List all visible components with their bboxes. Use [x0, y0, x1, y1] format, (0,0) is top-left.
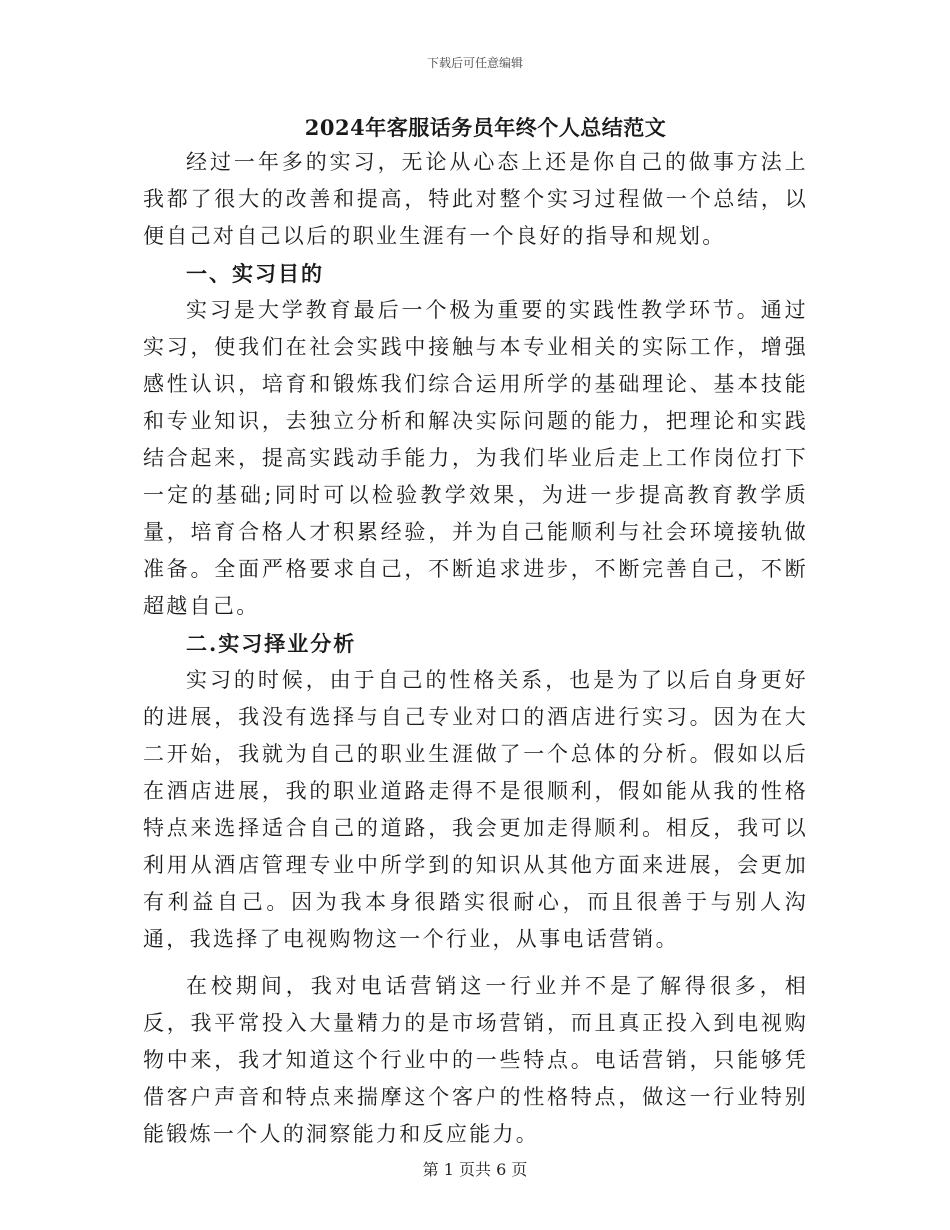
section-heading-career-analysis: 二.实习择业分析 — [186, 631, 357, 656]
section-paragraph-purpose: 实习是大学教育最后一个极为重要的实践性教学环节。通过实习，使我们在社会实践中接触与本专业相关的实际工作，增强感性认识，培育和锻炼我们综合运用所学的基础理论、基本技能和专业知识，去独立分析和解决实际问题的能力，把理论和实践结合起来，提高实践动手能力，为我们毕业后走上工作岗位打下一定的基础;同时可以检验教学效果，为进一步提高教育教学质量，培育合格人才积累经验，并为自己能顺利与社会环境接轨做准备。全面严格要求自己，不断追求进步，不断完善自己，不断超越自己。 — [143, 298, 808, 618]
header-note: 下载后可任意编辑 — [426, 56, 523, 70]
paragraph-gap — [143, 958, 808, 968]
section-paragraph-career-analysis-1: 实习的时候，由于自己的性格关系，也是为了以后自身更好的进展，我没有选择与自己专业对口的酒店进行实习。因为在大二开始，我就为自己的职业生涯做了一个总体的分析。假如以后在酒店进展，我的职业道路走得不是很顺利，假如能从我的性格特点来选择适合自己的道路，我会更加走得顺利。相反，我可以利用从酒店管理专业中所学到的知识从其他方面来进展，会更加有利益自己。因为我本身很踏实很耐心，而且很善于与别人沟通，我选择了电视购物这一个行业，从事电话营销。 — [143, 668, 808, 951]
section-paragraph-career-analysis-2: 在校期间，我对电话营销这一行业并不是了解得很多，相反，我平常投入大量精力的是市场营销，而且真正投入到电视购物中来，我才知道这个行业中的一些特点。电话营销，只能够凭借客户声音和特点来揣摩这个客户的性格特点，做这一行业特别能锻炼一个人的洞察能力和反应能力。 — [143, 974, 808, 1146]
section-heading-purpose: 一、实习目的 — [186, 261, 324, 286]
document-body — [143, 112, 808, 1153]
document-title: 2024年客服话务员年终个人总结范文 — [304, 115, 667, 140]
page-number: 第 1 页共 6 页 — [422, 1160, 528, 1179]
intro-paragraph: 经过一年多的实习，无论从心态上还是你自己的做事方法上我都了很大的改善和提高，特此对整个实习过程做一个总结，以便自己对自己以后的职业生涯有一个良好的指导和规划。 — [143, 150, 808, 248]
